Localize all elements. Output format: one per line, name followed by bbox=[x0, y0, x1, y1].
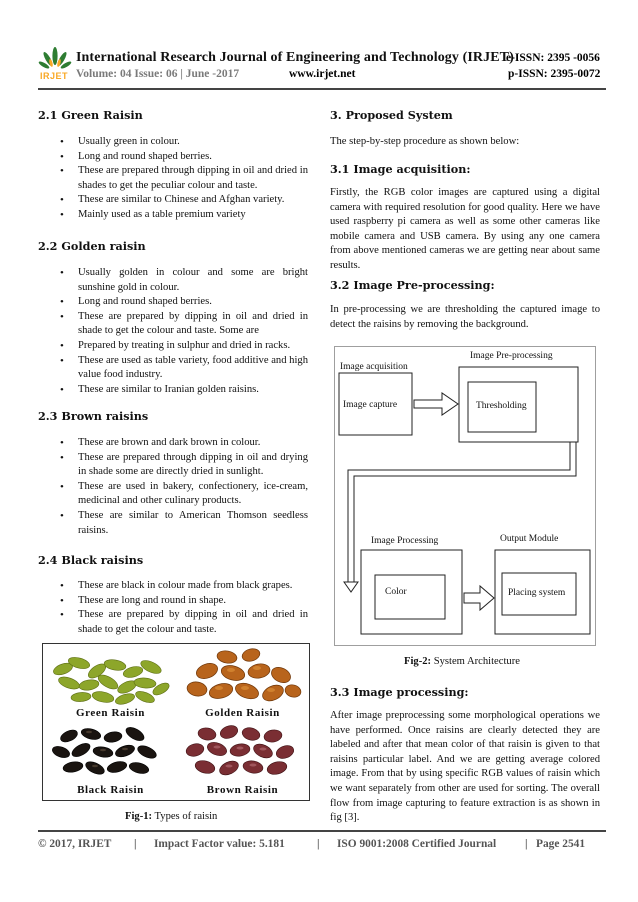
list-item: • Prepared by treating in sulphur and dried in racks. bbox=[58, 339, 308, 354]
list-item: • Long and round shaped berries. bbox=[58, 295, 308, 310]
image-capture-label: Image capture bbox=[343, 400, 398, 410]
architecture-diagram-svg bbox=[334, 346, 596, 646]
section-3-2-text: In pre-processing we are thresholding the captured image to detect the raisins by removing the background. bbox=[330, 304, 600, 330]
golden-raisin-image bbox=[177, 645, 308, 707]
iso-certification: ISO 9001:2008 Certified Journal bbox=[337, 838, 497, 850]
section-2-1-title: 2.1 Green Raisin bbox=[38, 108, 143, 122]
fig-2-caption bbox=[404, 656, 520, 667]
fig-1-label: Fig-1: bbox=[125, 811, 153, 822]
section-2-4-title: 2.4 Black raisins bbox=[38, 553, 144, 567]
section-3-text: The step-by-step procedure as shown below: bbox=[330, 136, 520, 147]
footer-separator: | bbox=[317, 838, 320, 850]
list-item: • These are prepared by dipping in oil and dried in shade to get the colour and taste. bbox=[58, 608, 308, 637]
page-number: Page 2541 bbox=[536, 838, 586, 850]
fig-1-text: Types of raisin bbox=[152, 811, 218, 822]
list-item: • These are used as table variety, food additive and high value food industry. bbox=[58, 354, 308, 383]
section-3-1-title: 3.1 Image acquisition: bbox=[330, 162, 471, 176]
logo-text: IRJET bbox=[40, 71, 69, 81]
p-issn: p-ISSN: 2395-0072 bbox=[508, 68, 601, 80]
fig-2-label: Fig-2: bbox=[404, 656, 432, 667]
green-raisin-image bbox=[45, 645, 176, 707]
website: www.irjet.net bbox=[289, 68, 356, 80]
footer-rule bbox=[38, 830, 606, 832]
section-3-title: 3. Proposed System bbox=[330, 108, 453, 122]
golden-raisin-photo bbox=[177, 645, 308, 722]
black-raisin-image bbox=[45, 722, 176, 784]
section-2-3-title: 2.3 Brown raisins bbox=[38, 409, 149, 423]
color-label: Color bbox=[385, 587, 407, 597]
brown-raisin-label: Brown Raisin bbox=[206, 784, 279, 796]
brown-raisin-list bbox=[58, 436, 308, 538]
image-processing-label: Image Processing bbox=[371, 536, 439, 546]
output-module-label: Output Module bbox=[500, 534, 559, 544]
header-rule bbox=[38, 88, 606, 90]
placing-system-label: Placing system bbox=[508, 588, 566, 598]
section-3-3-title: 3.3 Image processing: bbox=[330, 685, 469, 699]
brown-raisin-photo bbox=[177, 722, 308, 799]
image-acquisition-label: Image acquisition bbox=[340, 362, 408, 372]
list-item: • Usually green in colour. bbox=[58, 135, 308, 150]
green-raisin-list bbox=[58, 135, 308, 223]
list-item: • Usually golden in colour and some are bright sunshine gold in colour. bbox=[58, 266, 308, 295]
list-item: • These are prepared through dipping in oil and drying in shade some are directly dried in sunlight. bbox=[58, 451, 308, 480]
black-raisin-list bbox=[58, 579, 308, 637]
footer-separator: | bbox=[134, 838, 137, 850]
list-item: • These are similar to Chinese and Afghan variety. bbox=[58, 193, 308, 208]
copyright: © 2017, IRJET bbox=[38, 838, 112, 850]
golden-raisin-label: Golden Raisin bbox=[205, 707, 280, 719]
black-raisin-photo bbox=[45, 722, 176, 799]
section-2-2-title: 2.2 Golden raisin bbox=[38, 239, 146, 253]
list-item: • These are black in colour made from black grapes. bbox=[58, 579, 308, 594]
journal-title: International Research Journal of Engineering and Technology (IRJET) bbox=[76, 50, 514, 65]
list-item: • These are similar to American Thomson seedless raisins. bbox=[58, 509, 308, 538]
list-item: • These are similar to Iranian golden raisins. bbox=[58, 383, 308, 398]
black-raisin-label: Black Raisin bbox=[77, 784, 144, 796]
impact-factor: Impact Factor value: 5.181 bbox=[154, 838, 285, 850]
list-item: • Long and round shaped berries. bbox=[58, 150, 308, 165]
system-architecture-diagram bbox=[334, 346, 596, 646]
list-item: • These are brown and dark brown in colour. bbox=[58, 436, 308, 451]
golden-raisin-list bbox=[58, 266, 308, 397]
green-raisin-label: Green Raisin bbox=[75, 707, 146, 719]
fig-2-text: System Architecture bbox=[431, 656, 520, 667]
irjet-logo bbox=[38, 44, 72, 82]
list-item: • These are prepared by dipping in oil and dried in shade to get the colour and taste. Some are bbox=[58, 310, 308, 339]
fig-1-caption bbox=[125, 811, 217, 822]
list-item: • Mainly used as a table premium variety bbox=[58, 208, 308, 223]
raisin-types-figure bbox=[42, 643, 310, 801]
section-3-1-text: Firstly, the RGB color images are captured using a digital camera with required resolution for good quality. Here we have used raspberry pi camera as well as some other cameras like mobile camera and USB camera. By using any one camera from above mentioned cameras we are getting near about same results. bbox=[330, 187, 600, 271]
e-issn: e-ISSN: 2395 -0056 bbox=[506, 52, 600, 64]
section-3-2-title: 3.2 Image Pre-processing: bbox=[330, 278, 495, 292]
brown-raisin-image bbox=[177, 722, 308, 784]
section-3-3-text: After image preprocessing some morphological operations we have performed. Once raisins are clearly detected they are labeled and after that mean color of that raisin is given to that raisins particular label. And we are getting average colored image. From that by using specific RGB values of raisin which we want separately from other are used for sorting. The overall flow from image capturing to feature extraction is as shown in fig [3]. bbox=[330, 710, 600, 824]
volume-issue: Volume: 04 Issue: 06 | June -2017 bbox=[76, 68, 240, 80]
thresholding-label: Thresholding bbox=[476, 401, 527, 411]
footer-separator: | bbox=[525, 838, 528, 850]
image-preprocessing-label: Image Pre-processing bbox=[470, 351, 553, 361]
list-item: • These are prepared through dipping in oil and dried in shades to get the peculiar colour and taste. bbox=[58, 164, 308, 193]
green-raisin-photo bbox=[45, 645, 176, 722]
color-box bbox=[375, 575, 445, 619]
list-item: • These are long and round in shape. bbox=[58, 594, 308, 609]
list-item: • These are used in bakery, confectionery, ice-cream, medicinal and other culinary products. bbox=[58, 480, 308, 509]
